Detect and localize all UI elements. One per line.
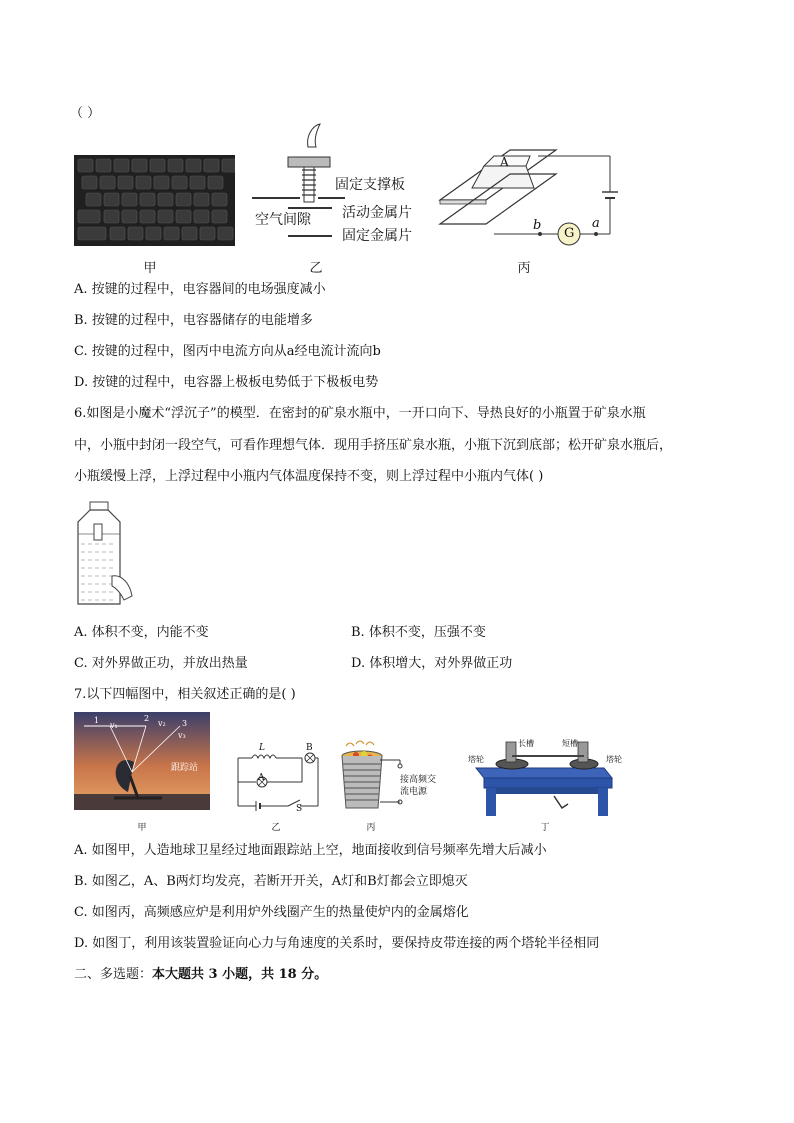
section2-details: 本大题共 3 小题，共 18 分。 xyxy=(152,967,328,982)
q6-option-c: C. 对外界做正功，并放出热量 xyxy=(74,656,248,671)
q7-stem: 7.以下四幅图中，相关叙述正确的是( ) xyxy=(74,687,296,702)
furnace-source-line1: 接高频交 xyxy=(400,775,437,785)
q5-option-a: A. 按键的过程中，电容器间的电场强度减小 xyxy=(74,282,326,297)
velocity-v2: v₂ xyxy=(158,719,166,728)
q7-option-a: A. 如图甲，人造地球卫星经过地面跟踪站上空，地面接收到信号频率先增大后减小 xyxy=(74,843,547,858)
short-slot-label: 短槽 xyxy=(562,739,578,748)
q7-option-d: D. 如图丁，利用该装置验证向心力与角速度的关系时，要保持皮带连接的两个塔轮半径相同 xyxy=(74,936,600,951)
tower-wheel-right-label: 塔轮 xyxy=(606,755,622,764)
galvanometer-label: G xyxy=(564,226,575,241)
q7-option-b: B. 如图乙，A、B两灯均发亮，若断开开关，A灯和B灯都会立即熄灭 xyxy=(74,874,468,889)
q7-caption-yi: 乙 xyxy=(271,823,281,833)
q7-caption-ding: 丁 xyxy=(540,823,550,833)
switch-s-label: S xyxy=(296,804,303,814)
q5-option-d: D. 按键的过程中，电容器上极板电势低于下极板电势 xyxy=(74,375,379,390)
centripetal-apparatus-graphic xyxy=(466,734,616,818)
inductor-label: L xyxy=(259,743,265,753)
point-b-label: b xyxy=(533,218,542,233)
long-slot-label: 长槽 xyxy=(518,739,534,748)
keyboard-photo xyxy=(74,155,235,246)
q7-caption-jia: 甲 xyxy=(137,823,147,833)
keyboard-keys-graphic xyxy=(74,155,235,246)
q5-caption-jia: 甲 xyxy=(143,261,157,276)
tracking-station-label: 跟踪站 xyxy=(171,763,199,773)
label-movable-plate: 活动金属片 xyxy=(342,205,412,221)
q7-caption-bing: 丙 xyxy=(366,823,376,833)
section2-heading xyxy=(74,967,327,983)
bottle-graphic xyxy=(72,500,134,608)
orbit-point-2: 2 xyxy=(144,714,150,723)
q6-stem-line-2: 中，小瓶中封闭一段空气，可看作理想气体．现用手挤压矿泉水瓶，小瓶下沉到底部；松开矿泉水瓶后， xyxy=(74,438,673,453)
q6-option-b: B. 体积不变，压强不变 xyxy=(351,625,486,640)
lamp-b-label: B xyxy=(306,743,313,753)
point-a-label: a xyxy=(592,216,600,231)
q5-option-c: C. 按键的过程中，图丙中电流方向从a经电流计流向b xyxy=(74,344,381,359)
label-fixed-support: 固定支撑板 xyxy=(335,177,405,193)
q5-stem-tail: （ ） xyxy=(70,106,101,121)
q6-stem-line-3: 小瓶缓慢上浮，上浮过程中小瓶内气体温度保持不变，则上浮过程中小瓶内气体( ) xyxy=(74,469,544,484)
label-fixed-plate: 固定金属片 xyxy=(342,228,412,244)
velocity-v1: v₁ xyxy=(110,721,118,730)
section2-prefix: 二、多选题： xyxy=(74,967,153,982)
orbit-point-3: 3 xyxy=(182,719,188,728)
furnace-source-line2: 流电源 xyxy=(400,787,428,797)
lamp-a-label: A xyxy=(258,773,265,783)
q7-option-c: C. 如图丙，高频感应炉是利用炉外线圈产生的热量使炉内的金属熔化 xyxy=(74,905,469,920)
velocity-v3: v₃ xyxy=(178,731,186,740)
q6-stem-line-1: 6.如图是小魔术“浮沉子”的模型．在密封的矿泉水瓶中，一开口向下、导热良好的小瓶置于矿泉水瓶 xyxy=(74,406,646,421)
orbit-point-1: 1 xyxy=(94,716,100,725)
q5-caption-yi: 乙 xyxy=(309,261,323,276)
tower-wheel-left-label: 塔轮 xyxy=(468,755,484,764)
cartesian-diver-bottle xyxy=(72,500,134,608)
label-air-gap: 空气间隙 xyxy=(255,212,311,228)
q6-option-a: A. 体积不变，内能不变 xyxy=(74,625,209,640)
q5-caption-bing: 丙 xyxy=(517,261,531,276)
q5-option-b: B. 按键的过程中，电容器储存的电能增多 xyxy=(74,313,313,328)
q6-option-d: D. 体积增大，对外界做正功 xyxy=(351,656,513,671)
centripetal-force-apparatus xyxy=(466,734,616,818)
block-a-label: A xyxy=(500,155,509,169)
